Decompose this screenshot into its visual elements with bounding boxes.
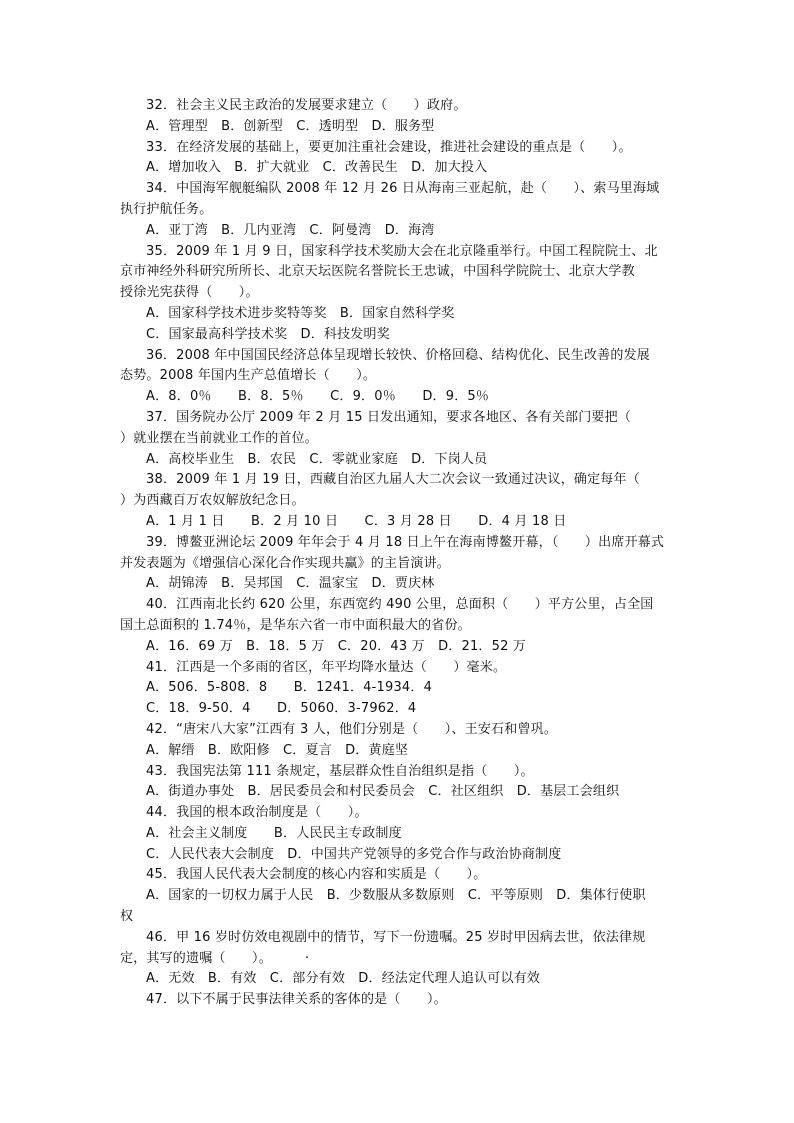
text-line: 定，其写的遗嘱（ ）。 · [120,950,310,966]
text-line: 执行护航任务。 [120,201,213,217]
text-line: A．胡锦涛 B．吴邦国 C．温家宝 D．贾庆林 [146,576,435,592]
text-line: 42．“唐宋八大家”江西有 3 人，他们分别是（ ）、王安石和曾巩。 [146,721,558,737]
text-line: 34．中国海军舰艇编队 2008 年 12 月 26 日从海南三亚起航，赴（ ）、索马里海域 [146,181,660,197]
text-line: 35．2009 年 1 月 9 日，国家科学技术奖励大会在北京隆重举行。中国工程院院士、北 [146,243,658,259]
text-line: 39．博鳌亚洲论坛 2009 年年会于 4 月 18 日上午在海南博鳌开幕，（ ）出席开幕式 [146,534,665,550]
text-line: A．管理型 B．创新型 C．透明型 D．服务型 [146,118,435,134]
text-line: 45．我国人民代表大会制度的核心内容和实质是（ ）。 [146,867,487,883]
text-line: 32．社会主义民主政治的发展要求建立（ ）政府。 [146,98,467,113]
text-line: A．16．69 万 B．18．5 万 C．20．43 万 D．21．52 万 [146,638,527,654]
text-line: A．8．0％ B．8．5％ C．9．0％ D．9．5％ [146,389,490,405]
text-line: A．506．5-808．8 B．1241．4-1934．4 [146,680,433,696]
document-body [120,96,672,1011]
text-line: 38．2009 年 1 月 19 日，西藏自治区九届人大二次会议一致通过决议，确定每年（ [146,472,640,488]
text-line: A．1 月 1 日 B．2 月 10 日 C．3 月 28 日 D．4 月 18 日 [146,513,567,529]
text-line: ）为西藏百万农奴解放纪念日。 [120,493,305,509]
text-line: 40．江西南北长约 620 公里，东西宽约 490 公里，总面积（ ）平方公里，占全国 [146,597,654,613]
text-line: 京市神经外科研究所所长、北京天坛医院名誉院长王忠诚，中国科学院院士、北京大学教 [120,264,635,280]
text-line: 权 [120,909,134,925]
text-line: A．解缙 B．欧阳修 C．夏言 D．黄庭坚 [146,742,409,758]
text-line: 47．以下不属于民事法律关系的客体的是（ ）。 [146,992,447,1008]
text-line: A．无效 B．有效 C．部分有效 D．经法定代理人追认可以有效 [146,971,541,987]
text-line: C．人民代表大会制度 D．中国共产党领导的多党合作与政治协商制度 [146,846,562,862]
text-line: 授徐光宪获得（ ）。 [120,285,259,301]
text-line: 并发表题为《增强信心深化合作实现共赢》的主旨演讲。 [120,555,451,571]
text-line: A．国家的一切权力属于人民 B．少数服从多数原则 C．平等原则 D．集体行使职 [146,888,646,904]
text-line: 态势。2008 年国内生产总值增长（ ）。 [120,368,377,384]
text-line: A．增加收入 B．扩大就业 C．改善民生 D．加大投入 [146,160,488,176]
text-line: 37．国务院办公厅 2009 年 2 月 15 日发出通知，要求各地区、各有关部门要把（ [146,409,632,425]
text-line: 36．2008 年中国国民经济总体呈现增长较快、价格回稳、结构优化、民生改善的发展 [146,347,650,363]
text-line: 44．我国的根本政治制度是（ ）。 [146,805,368,821]
text-line: A．国家科学技术进步奖特等奖 B．国家自然科学奖 [146,305,455,321]
text-line: A．社会主义制度 B．人民民主专政制度 [146,825,402,841]
text-line: C．18．9-50．4 D．5060．3-7962．4 [146,701,417,717]
text-line: A．亚丁湾 B．几内亚湾 C．阿曼湾 D．海湾 [146,222,435,238]
text-line: A．街道办事处 B．居民委员会和村民委员会 C．社区组织 D．基层工会组织 [146,784,620,800]
text-line: 46．甲 16 岁时仿效电视剧中的情节，写下一份遗嘱。25 岁时甲因病去世，依法律规 [146,929,646,945]
text-line: 41．江西是一个多雨的省区，年平均降水量达（ ）毫米。 [146,659,507,675]
text-line: 33．在经济发展的基础上，要更加注重社会建设，推进社会建设的重点是（ ）。 [146,139,632,155]
text-line: C．国家最高科学技术奖 D．科技发明奖 [146,326,390,342]
text-line: A．高校毕业生 B．农民 C．零就业家庭 D．下岗人员 [146,451,488,467]
text-line: 国土总面积的 1.74％，是华东六省一市中面积最大的省份。 [120,617,471,633]
text-line: 43．我国宪法第 111 条规定，基层群众性自治组织是指（ ）。 [146,763,534,779]
text-line: ）就业摆在当前就业工作的首位。 [120,430,319,446]
